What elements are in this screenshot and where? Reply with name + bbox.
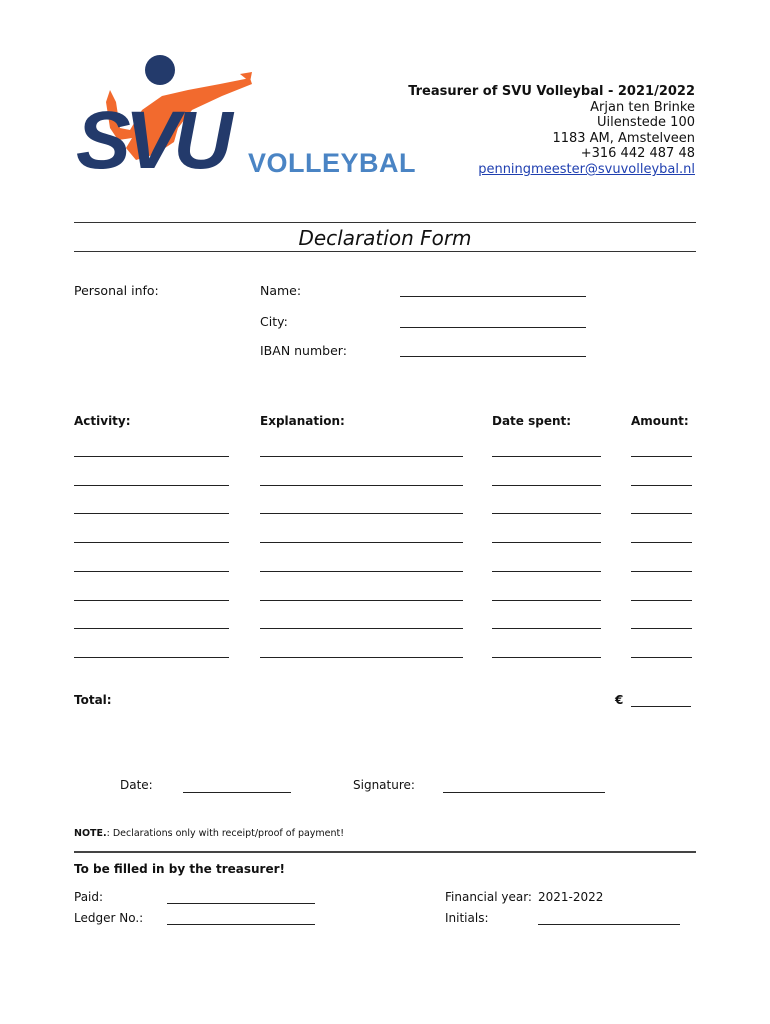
title-rule-bottom: [74, 251, 696, 252]
date-spent-field[interactable]: [492, 628, 601, 629]
explanation-field[interactable]: [260, 600, 463, 601]
date-spent-field[interactable]: [492, 456, 601, 457]
date-label: Date:: [120, 778, 153, 792]
activity-field[interactable]: [74, 542, 229, 543]
col-header-amount: Amount:: [631, 414, 689, 428]
date-spent-field[interactable]: [492, 657, 601, 658]
col-header-date-spent: Date spent:: [492, 414, 572, 428]
activity-field[interactable]: [74, 513, 229, 514]
treasurer-city: 1183 AM, Amstelveen: [552, 130, 695, 146]
logo-svu-text: SVU: [76, 95, 227, 186]
amount-field[interactable]: [631, 571, 692, 572]
personal-info-label: Personal info:: [74, 283, 159, 298]
ledger-label: Ledger No.:: [74, 911, 144, 925]
date-spent-field[interactable]: [492, 542, 601, 543]
explanation-field[interactable]: [260, 513, 463, 514]
col-header-activity: Activity:: [74, 414, 131, 428]
financial-year-value: 2021-2022: [538, 890, 604, 904]
activity-field[interactable]: [74, 485, 229, 486]
total-label: Total:: [74, 693, 112, 707]
activity-field[interactable]: [74, 628, 229, 629]
explanation-field[interactable]: [260, 485, 463, 486]
treasurer-section-rule: [74, 851, 696, 853]
explanation-field[interactable]: [260, 456, 463, 457]
signature-label: Signature:: [353, 778, 415, 792]
explanation-field[interactable]: [260, 571, 463, 572]
treasurer-title: Treasurer of SVU Volleybal - 2021/2022: [408, 84, 695, 99]
activity-field[interactable]: [74, 571, 229, 572]
date-spent-field[interactable]: [492, 485, 601, 486]
svu-logo: [70, 50, 440, 190]
euro-symbol: €: [615, 693, 624, 707]
name-field[interactable]: [400, 296, 586, 297]
amount-field[interactable]: [631, 628, 692, 629]
treasurer-name: Arjan ten Brinke: [590, 99, 695, 115]
total-amount-field[interactable]: [631, 706, 691, 707]
explanation-field[interactable]: [260, 657, 463, 658]
date-spent-field[interactable]: [492, 513, 601, 514]
treasurer-address: [408, 84, 695, 178]
explanation-field[interactable]: [260, 542, 463, 543]
treasurer-phone: +316 442 487 48: [580, 146, 695, 162]
explanation-field[interactable]: [260, 628, 463, 629]
form-title: Declaration Form: [298, 226, 472, 250]
iban-field[interactable]: [400, 356, 586, 357]
ledger-field[interactable]: [167, 924, 315, 925]
amount-field[interactable]: [631, 513, 692, 514]
activity-field[interactable]: [74, 657, 229, 658]
activity-field[interactable]: [74, 600, 229, 601]
date-spent-field[interactable]: [492, 571, 601, 572]
treasurer-section-heading: To be filled in by the treasurer!: [74, 862, 285, 876]
paid-label: Paid:: [74, 890, 104, 904]
date-spent-field[interactable]: [492, 600, 601, 601]
date-field[interactable]: [183, 792, 291, 793]
city-field[interactable]: [400, 327, 586, 328]
logo-volleybal-text: VOLLEYBAL: [248, 148, 417, 178]
treasurer-email-link[interactable]: penningmeester@svuvolleybal.nl: [478, 161, 695, 177]
amount-field[interactable]: [631, 657, 692, 658]
amount-field[interactable]: [631, 542, 692, 543]
name-label: Name:: [260, 283, 302, 298]
iban-label: IBAN number:: [260, 343, 347, 358]
col-header-explanation: Explanation:: [260, 414, 345, 428]
treasurer-street: Uilenstede 100: [596, 115, 695, 131]
title-rule-top: [74, 222, 696, 223]
financial-year-label: Financial year:: [445, 890, 532, 904]
initials-label: Initials:: [445, 911, 489, 925]
note-text: : Declarations only with receipt/proof of payment!: [106, 828, 345, 839]
city-label: City:: [260, 314, 288, 329]
amount-field[interactable]: [631, 485, 692, 486]
paid-field[interactable]: [167, 903, 315, 904]
amount-field[interactable]: [631, 600, 692, 601]
signature-field[interactable]: [443, 792, 605, 793]
activity-field[interactable]: [74, 456, 229, 457]
note-prefix: NOTE.: [74, 828, 107, 839]
initials-field[interactable]: [538, 924, 680, 925]
amount-field[interactable]: [631, 456, 692, 457]
receipt-note: [74, 828, 344, 839]
